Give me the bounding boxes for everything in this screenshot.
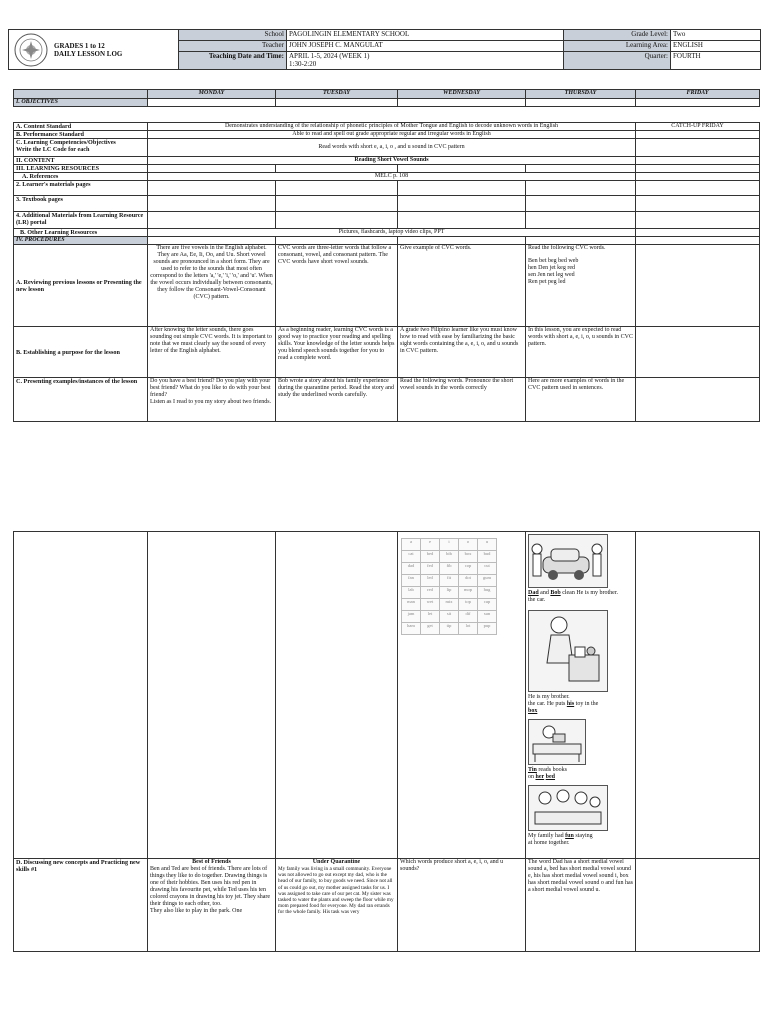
day-monday: MONDAY <box>148 90 276 99</box>
content-standard: Demonstrates understanding of the relationship of phonetic principles of Mother Tongue and English to decode unknown words in English <box>148 123 636 131</box>
teacher-label: Teacher <box>179 41 287 52</box>
thu-word-bob: Bob <box>550 590 561 596</box>
word-grid-cell: man <box>402 599 421 611</box>
textbook-label: 3. Textbook pages <box>14 196 148 212</box>
competency: Read words with short e, a, i, o , and u sound in CVC pattern <box>148 139 636 157</box>
friday-note: CATCH-UP FRIDAY <box>636 123 760 131</box>
day-thursday: THURSDAY <box>526 90 636 99</box>
word-grid-cell: tip <box>440 623 459 635</box>
word-grid-cell: let <box>421 611 440 623</box>
word-grid-cell: i <box>440 539 459 551</box>
thu-s4-end: staying at home together. <box>528 833 593 846</box>
word-grid-cell: led <box>421 575 440 587</box>
area-value: ENGLISH <box>671 41 761 52</box>
word-grid-cell: fib <box>440 563 459 575</box>
day-tuesday: TUESDAY <box>276 90 398 99</box>
word-grid-cell: sit <box>440 611 459 623</box>
learner-materials-label: 2. Learner's materials pages <box>14 181 148 196</box>
thu-s1-rest: clean He is my brother. <box>560 590 619 596</box>
word-grid-cell: gum <box>478 575 497 587</box>
thu-s3-mid: reads books on <box>528 767 567 780</box>
word-grid-cell: get <box>421 623 440 635</box>
proc-a-monday: There are five vowels in the English alphabet. They are Aa, Ee, Ii, Oo, and Uu. Short vowel sounds are pronounced in a short form. They are used to refer to the sounds that most often correspond to the letters 'a,' 'e,' 'i,' 'o,' and 'u'. When the vowel occurs individually between consonants, they follow the Consonant-Vowel-Consonant (CVC) pattern. <box>148 245 276 327</box>
under-quarantine-story: My family was living in a small community. Everyone was not allowed to go out except my dad, who is the head of our family, to buy goods we need. Since not all of us could go out, my mother assigned tasks for us. I was assigned to take care of our pet cat. My sister was tasked to water the plants and sweep the floor while my mom prepared food for everyone. My dad ran errands for the whole family. His task was very <box>278 866 394 916</box>
thu-s1-and: and <box>538 590 551 596</box>
word-grid-cell: top <box>459 599 478 611</box>
word-grid-cell: a <box>402 539 421 551</box>
proc-d-wednesday: Which words produce short a, e, i, o, and u sounds? <box>398 859 526 952</box>
content-label: II. CONTENT <box>14 157 148 165</box>
under-quarantine-title: Under Quarantine <box>312 859 361 865</box>
resources-label: III. LEARNING RESOURCES <box>14 165 148 173</box>
proc-b-monday: After knowing the letter sounds, there goes sounding out simple CVC words. It is important to note that we must clearly say the sound of every letter of the English alphabet. <box>148 327 276 378</box>
quarter-value: FOURTH <box>671 52 761 70</box>
best-of-friends-story: Ben and Ted are best of friends. There are lots of things they like to do together. Drawing things is one of their hobbies. Ben uses his red pen in drawing his favourite pet, while Ted uses his ten colored crayons in drawing his toy jet. They share their things to each other, too. They also like to play in the park. One <box>150 866 271 914</box>
thu-word-dad: Dad <box>528 590 539 596</box>
objectives-heading: I. OBJECTIVES <box>14 99 148 107</box>
thu-s4-start: My family had <box>528 833 566 839</box>
proc-b-wednesday: A grade two Filipino learner like you must know how to read with ease by familiarizing the basic sight words containing the a, e, i, o, and u sounds in CVC pattern. <box>398 327 526 378</box>
proc-a-wednesday: Give example of CVC words. <box>398 245 526 327</box>
word-grid-cell: u <box>478 539 497 551</box>
best-of-friends-title: Best of Friends <box>192 859 231 865</box>
proc-b-label: B. Establishing a purpose for the lesson <box>14 327 148 378</box>
word-grid-cell: cut <box>478 563 497 575</box>
title-line1: GRADES 1 to 12 <box>54 41 105 50</box>
thu-word-box: box <box>528 708 538 714</box>
word-grid-cell: dot <box>459 575 478 587</box>
word-grid-cell: sun <box>478 611 497 623</box>
header-table <box>8 29 761 70</box>
thu-s1-end: the car. <box>528 597 546 603</box>
lesson-table <box>13 89 760 422</box>
proc-a-thursday-words: Ben bet beg bed web hen Den jet keg red sen Jen net leg wed Ren pet peg led <box>528 258 579 285</box>
word-grid-cell: red <box>421 587 440 599</box>
content-standard-label: A. Content Standard <box>14 123 148 131</box>
thu-s2-text: He is my brother. the car. He puts <box>528 694 570 707</box>
proc-d-label: D. Discussing new concepts and Practicing new skills #1 <box>14 859 148 952</box>
word-grid-cell: fan <box>402 575 421 587</box>
word-grid-cell: fed <box>421 563 440 575</box>
proc-b-thursday: In this lesson, you are expected to read words with short a, e, i, o, u sounds in CVC pattern. <box>526 327 636 378</box>
word-grid-cell: lot <box>459 623 478 635</box>
school-value: PAGOLINGIN ELEMENTARY SCHOOL <box>287 30 564 41</box>
word-grid-cell: o <box>459 539 478 551</box>
proc-c-monday: Do you have a best friend? Do you play with your best friend? What do you like to do with your best friend? Listen as I read to you my story about two friends. <box>148 378 276 422</box>
word-grid-cell: bib <box>440 551 459 563</box>
thu-word-bed: bed <box>545 774 556 780</box>
thu-s2-mid: toy in the <box>574 701 599 707</box>
word-grid-cell: cop <box>459 563 478 575</box>
time-value: 1:30-2:20 <box>289 60 317 68</box>
references-label: A. References <box>14 173 148 181</box>
title-line2: DAILY LESSON LOG <box>54 49 123 58</box>
proc-a-label: A. Reviewing previous lessons or Presenting the new lesson <box>14 245 148 327</box>
proc-c-tuesday: Bob wrote a story about his family experience during the quarantine period. Read the story and study the underlined words carefully. <box>276 378 398 422</box>
day-friday: FRIDAY <box>636 90 760 99</box>
procedures-heading: IV. PROCEDURES <box>14 237 148 245</box>
word-grid-cell: cup <box>478 599 497 611</box>
word-grid-cell: dif <box>459 611 478 623</box>
proc-a-tuesday: CVC words are three-letter words that follow a consonant, vowel, and consonant pattern. The CVC words have short vowel sounds. <box>276 245 398 327</box>
school-label: School <box>179 30 287 41</box>
proc-c-label: C. Presenting examples/instances of the lesson <box>14 378 148 422</box>
proc-c-thursday: Here are more examples of words in the CVC pattern used in sentences. <box>526 378 636 422</box>
word-grid-cell: jam <box>402 611 421 623</box>
thu-word-tin: Tin <box>528 767 537 773</box>
proc-b-tuesday: As a beginning reader, learning CVC words is a good way to practice your reading and spelling skills. Your knowledge of the letter sounds helps you blend speech sounds together for you to read a complete word. <box>276 327 398 378</box>
word-grid-cell: hug <box>478 587 497 599</box>
thu-word-her: her <box>535 774 545 780</box>
proc-d-thursday: The word Dad has a short medial vowel sound a, bed has short medial vowel sound e, his has short medial vowel sound i, box has short medial vowel sound o and fun has a short medial vowel sound u. <box>526 859 636 952</box>
thu-word-his: his <box>566 701 575 707</box>
word-grid-cell: dad <box>402 563 421 575</box>
word-grid-cell: bed <box>421 551 440 563</box>
reading-bed-illustration <box>528 719 586 765</box>
area-label: Learning Area: <box>564 41 671 52</box>
references: MELC p. 108 <box>148 173 636 181</box>
teacher-value: JOHN JOSEPH C. MANGULAT <box>287 41 564 52</box>
proc-c-wednesday: Read the following words. Pronounce the short vowel sounds in the words correctly <box>398 378 526 422</box>
word-grid-cell: wet <box>421 599 440 611</box>
performance-standard-label: B. Performance Standard <box>14 131 148 139</box>
word-grid-cell: lab <box>402 587 421 599</box>
car-washing-illustration <box>528 534 608 588</box>
date-label: Teaching Date and Time: <box>179 52 287 70</box>
performance-standard: Able to read and spell out grade appropriate regular and irregular words in English <box>148 131 636 139</box>
quarter-label: Quarter: <box>564 52 671 70</box>
cvc-word-grid <box>401 538 497 635</box>
word-grid-cell: fit <box>440 575 459 587</box>
proc-a-thursday-intro: Read the following CVC words. <box>528 245 606 251</box>
competency-label: C. Learning Competencies/Objectives Write the LC Code for each <box>14 139 148 157</box>
word-grid-cell: box <box>459 551 478 563</box>
word-grid-cell: ham <box>402 623 421 635</box>
day-wednesday: WEDNESDAY <box>398 90 526 99</box>
other-resources: Pictures, flashcards, laptop video clips, PPT <box>148 229 636 237</box>
toy-box-illustration <box>528 610 608 692</box>
other-resources-label: B. Other Learning Resources <box>14 229 148 237</box>
grade-value: Two <box>671 30 761 41</box>
lesson-table-continued <box>13 531 760 952</box>
grade-label: Grade Level: <box>564 30 671 41</box>
word-grid-cell: cat <box>402 551 421 563</box>
date-value: APRIL 1-5, 2024 (WEEK 1) <box>289 52 370 60</box>
word-grid-cell: bud <box>478 551 497 563</box>
word-grid-cell: pup <box>478 623 497 635</box>
word-grid-cell: mop <box>459 587 478 599</box>
word-grid-cell: e <box>421 539 440 551</box>
word-grid-cell: mix <box>440 599 459 611</box>
content-value: Reading Short Vowel Sounds <box>148 157 636 165</box>
word-grid-cell: lip <box>440 587 459 599</box>
family-illustration <box>528 785 608 831</box>
lr-portal-label: 4. Additional Materials from Learning Resource (LR) portal <box>14 212 148 229</box>
thu-word-fun: fun <box>565 833 574 839</box>
